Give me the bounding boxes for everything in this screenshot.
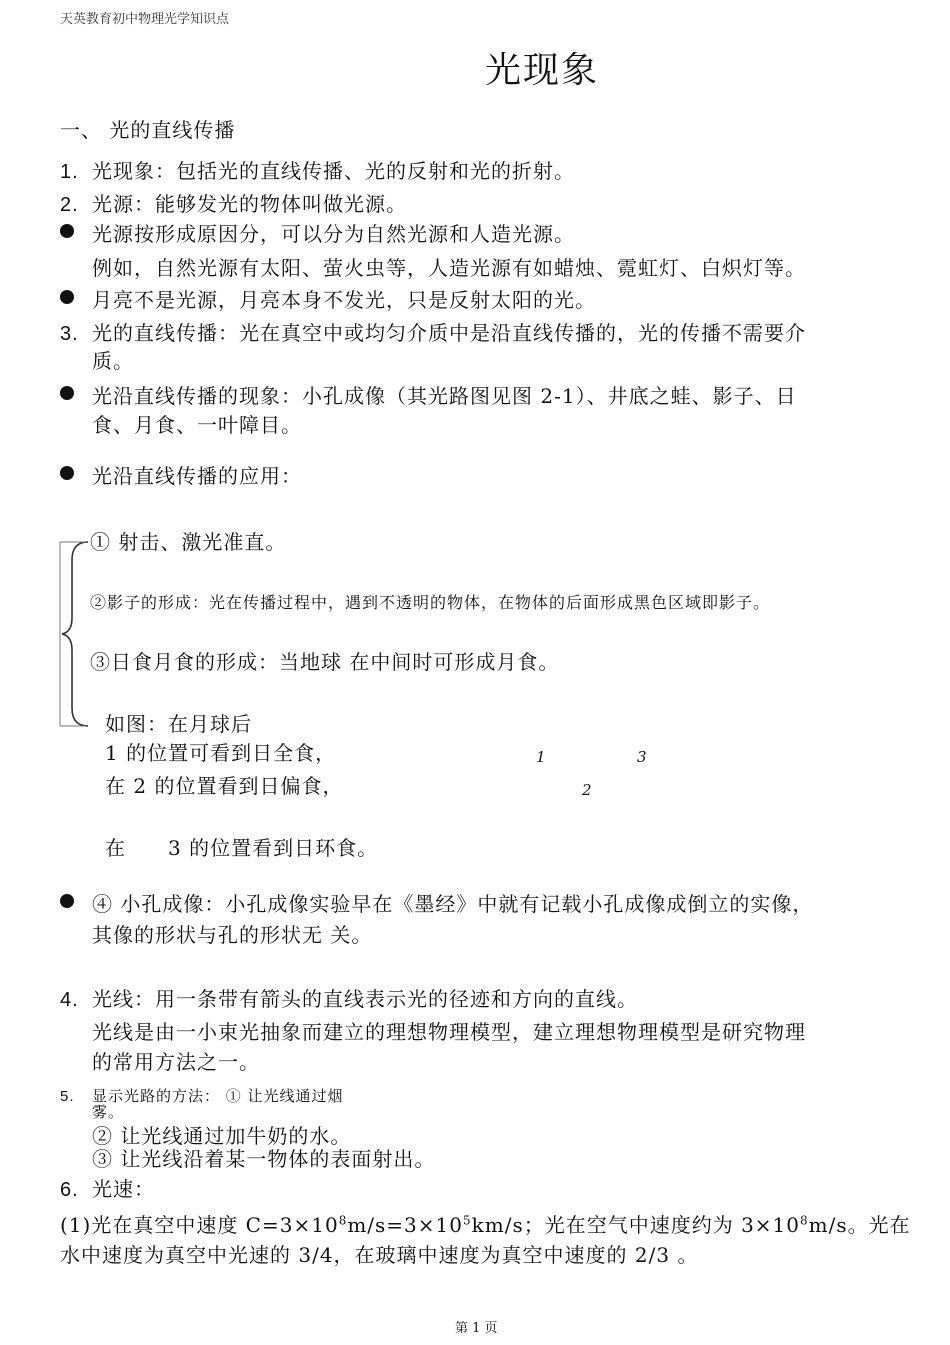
item-text: 光现象：包括光的直线传播、光的反射和光的折射。: [92, 159, 575, 183]
bullet-icon: [60, 224, 74, 238]
figure-text: 如图：在月球后: [105, 712, 252, 736]
figure-text: 在 3 的位置看到日环食。: [105, 836, 379, 860]
item-5-method-3: ③ 让光线沿着某一物体的表面射出。: [92, 1147, 436, 1171]
bullet-text: 光沿直线传播的现象：小孔成像（其光路图见图 2-1）、井底之蛙、影子、日: [92, 384, 797, 408]
section-heading: 一、 光的直线传播: [60, 118, 236, 142]
item-6: [60, 1173, 155, 1202]
figure-label-2: 2: [582, 781, 592, 799]
exponent: 5: [462, 1213, 472, 1228]
item-3: [60, 317, 806, 346]
item-2: [60, 188, 407, 217]
item-4-cont: 的常用方法之一。: [92, 1050, 260, 1074]
item-number: 1.: [60, 161, 79, 183]
item-number: 5.: [60, 1088, 75, 1105]
item-4: [60, 983, 638, 1012]
application-3: ③日食月食的形成：当地球 在中间时可形成月食。: [90, 650, 560, 674]
figure-text: 1 的位置可看到日全食，: [105, 741, 337, 765]
bullet-text: 光沿直线传播的应用：: [92, 464, 302, 488]
exponent: 8: [338, 1213, 348, 1228]
figure-label-3: 3: [637, 748, 647, 766]
item-number: 6.: [60, 1179, 79, 1201]
page-footer: 第 1 页: [455, 1321, 498, 1336]
item-5-method-2: ② 让光线通过加牛奶的水。: [92, 1124, 352, 1148]
item-1: [60, 155, 575, 184]
application-1: ① 射击、激光准直。: [90, 530, 287, 554]
item-text: 显示光路的方法： ① 让光线通过烟: [92, 1087, 344, 1105]
item-5-wrap: 雾。: [92, 1103, 125, 1121]
bullet-text: 光源按形成原因分，可以分为自然光源和人造光源。: [92, 222, 575, 246]
speed-text: m/s。光在: [808, 1213, 911, 1237]
application-2: ②影子的形成：光在传播过程中，遇到不透明的物体，在物体的后面形成黑色区域即影子。: [90, 593, 771, 612]
item-text: 光线：用一条带有箭头的直线表示光的径迹和方向的直线。: [92, 987, 638, 1011]
bullet-icon: [60, 290, 74, 304]
speed-line-2: 水中速度为真空中光速的 3/4，在玻璃中速度为真空中速度的 2/3 。: [60, 1243, 699, 1267]
bullet-text-cont: 例如，自然光源有太阳、萤火虫等，人造光源有如蜡烛、霓虹灯、白炽灯等。: [92, 256, 806, 280]
speed-text: (1)光在真空中速度 C=3×10: [60, 1213, 339, 1237]
page-title: 光现象: [485, 50, 600, 91]
item-number: 4.: [60, 989, 79, 1011]
page-header: 天英教育初中物理光学知识点: [60, 12, 230, 27]
item-text: 光的直线传播：光在真空中或均匀介质中是沿直线传播的，光的传播不需要介: [92, 321, 806, 345]
item-number: 3.: [60, 323, 79, 345]
bullet-text: ④ 小孔成像：小孔成像实验早在《墨经》中就有记载小孔成像成倒立的实像，: [92, 892, 814, 916]
bullet-text-cont: 其像的形状与孔的形状无 关。: [92, 923, 373, 947]
brace-icon: [58, 540, 92, 730]
bullet-icon: [60, 466, 74, 480]
figure-label-1: 1: [536, 748, 546, 766]
exponent: 8: [800, 1213, 809, 1228]
speed-text: m/s=3×10: [347, 1213, 463, 1237]
item-3-cont: 质。: [92, 349, 134, 373]
figure-text: 在 2 的位置看到日偏食，: [105, 774, 344, 798]
speed-line-1: [60, 1209, 911, 1238]
speed-text: km/s；光在空气中速度约为 3×10: [471, 1213, 800, 1237]
bullet-text-cont: 食、月食、一叶障目。: [92, 413, 302, 437]
bullet-text: 月亮不是光源，月亮本身不发光，只是反射太阳的光。: [92, 288, 596, 312]
item-4-cont: 光线是由一小束光抽象而建立的理想物理模型，建立理想物理模型是研究物理: [92, 1020, 806, 1044]
bullet-icon: [60, 894, 74, 908]
bullet-icon: [60, 386, 74, 400]
item-number: 2.: [60, 194, 79, 216]
item-text: 光源：能够发光的物体叫做光源。: [92, 192, 407, 216]
item-text: 光速：: [92, 1177, 155, 1201]
